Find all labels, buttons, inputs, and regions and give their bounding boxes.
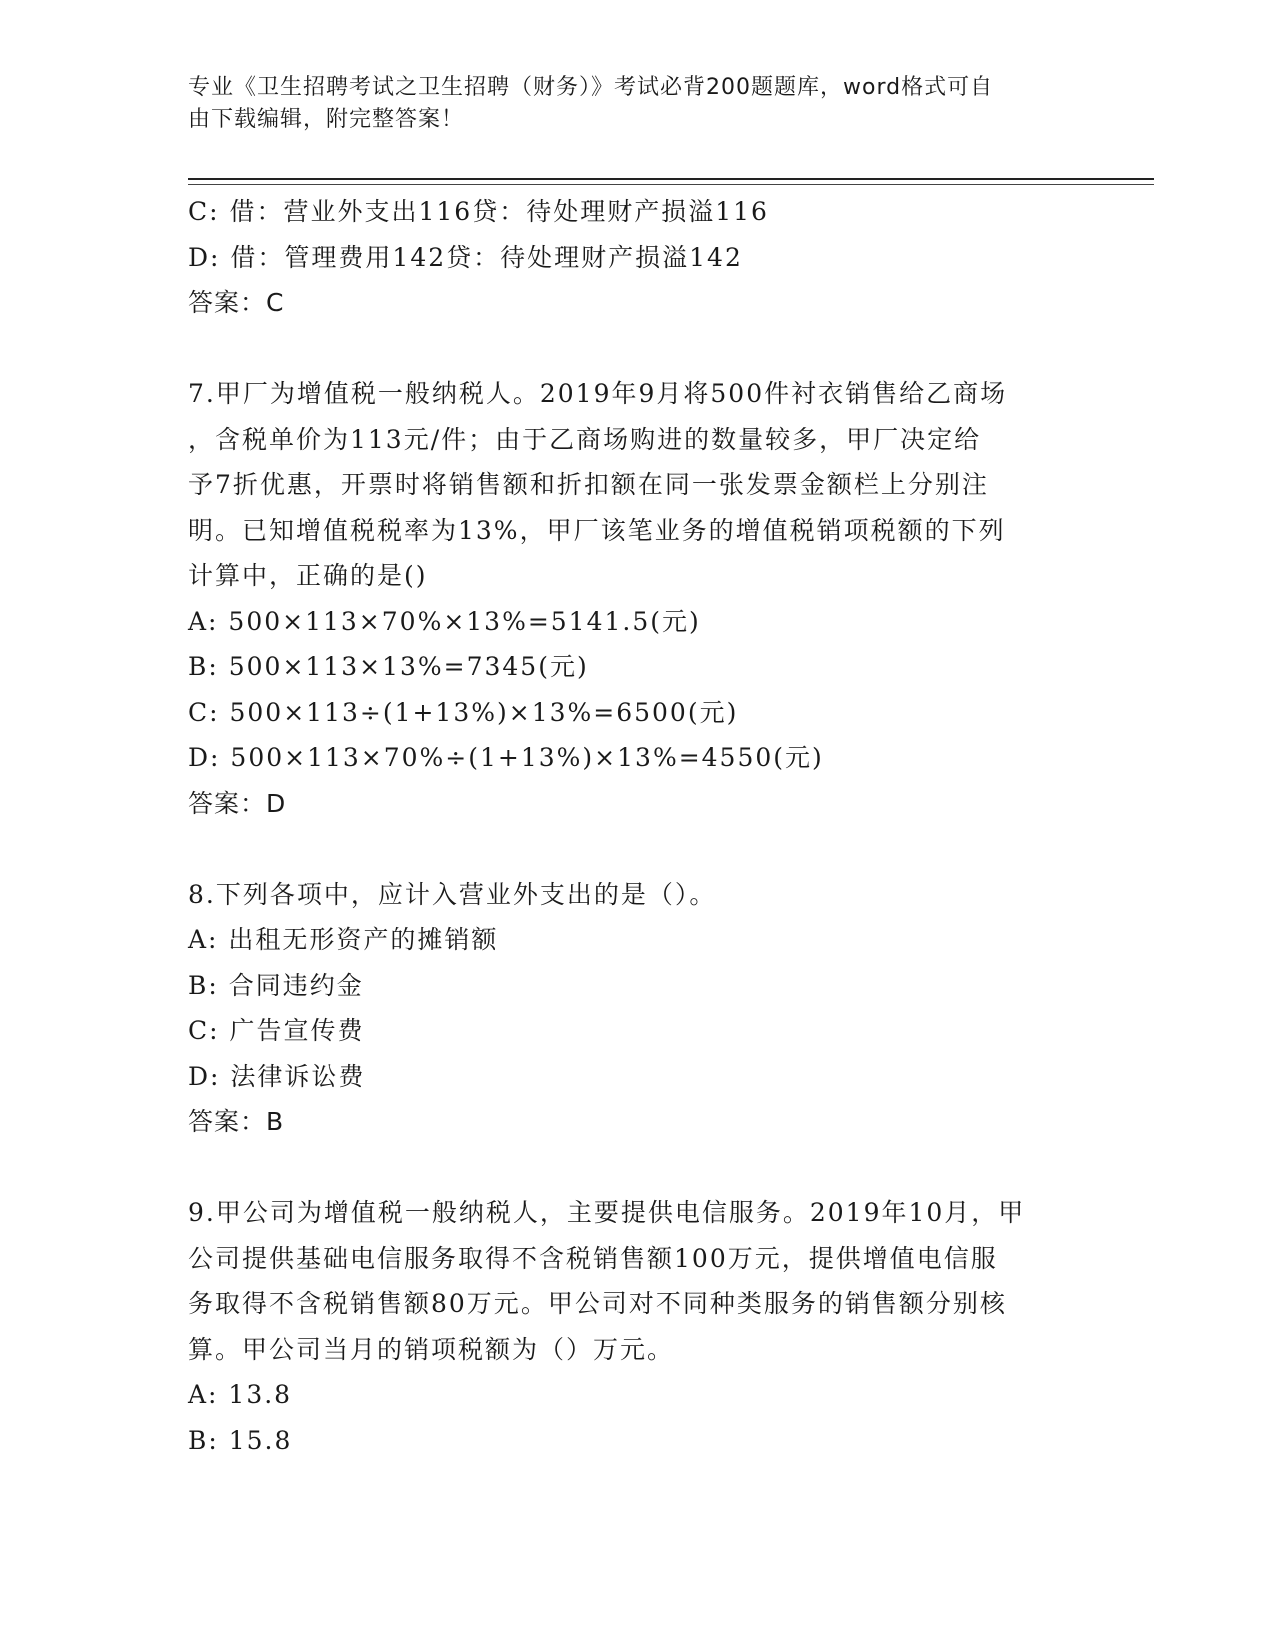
q9-stem-line-2: 公司提供基础电信服务取得不含税销售额100万元，提供增值电信服 [188,1243,998,1273]
q7-answer: 答案：D [188,788,287,818]
q9-stem-line-1: 9.甲公司为增值税一般纳税人，主要提供电信服务。2019年10月，甲 [188,1198,1026,1227]
q7-option-c: C: 500×113÷(1+13%)×13%=6500(元) [188,697,739,727]
q6-option-c: C: 借：营业外支出116贷：待处理财产损溢116 [188,197,769,226]
q8-option-b: B: 合同违约金 [188,970,364,1000]
q6-answer: 答案：C [188,288,285,317]
question-8 [188,872,1088,1145]
header-rule-thick [188,178,1154,180]
q8-stem: 8.下列各项中，应计入营业外支出的是（）。 [188,879,717,909]
question-9 [188,1190,1088,1463]
document-header [188,72,1068,136]
document-body [188,189,1088,1463]
q9-option-b: B: 15.8 [188,1425,293,1455]
q7-stem-line-4: 明。已知增值税税率为13%，甲厂该笔业务的增值税销项税额的下列 [188,515,1006,545]
spacer [188,826,1088,872]
q8-option-c: C: 广告宣传费 [188,1016,365,1045]
q6-option-d: D: 借：管理费用142贷：待处理财产损溢142 [188,242,743,272]
q7-stem-line-1: 7.甲厂为增值税一般纳税人。2019年9月将500件衬衣销售给乙商场 [188,379,1008,408]
header-line-1: 专业《卫生招聘考试之卫生招聘（财务）》考试必背200题题库，word格式可自 [188,75,994,100]
q9-stem-line-4: 算。甲公司当月的销项税额为（）万元。 [188,1334,675,1364]
q7-stem-line-5: 计算中，正确的是() [188,561,428,590]
q9-option-a: A: 13.8 [188,1380,293,1409]
q7-option-b: B: 500×113×13%=7345(元) [188,652,589,681]
q8-answer: 答案：B [188,1107,285,1136]
header-line-2: 由下载编辑，附完整答案！ [188,107,465,132]
header-rule-thin [188,184,1154,185]
spacer [188,1145,1088,1191]
q8-option-a: A: 出租无形资产的摊销额 [188,925,499,954]
q7-option-d: D: 500×113×70%÷(1+13%)×13%=4550(元) [188,743,824,772]
question-7 [188,371,1088,826]
question-6 [188,189,1088,326]
q7-stem-line-3: 予7折优惠，开票时将销售额和折扣额在同一张发票金额栏上分别注 [188,470,989,499]
q7-option-a: A: 500×113×70%×13%=5141.5(元) [188,606,701,636]
q8-option-d: D: 法律诉讼费 [188,1061,366,1091]
spacer [188,326,1088,372]
q7-stem-line-2: ，含税单价为113元/件；由于乙商场购进的数量较多，甲厂决定给 [188,424,982,454]
q9-stem-line-3: 务取得不含税销售额80万元。甲公司对不同种类服务的销售额分别核 [188,1289,1007,1318]
